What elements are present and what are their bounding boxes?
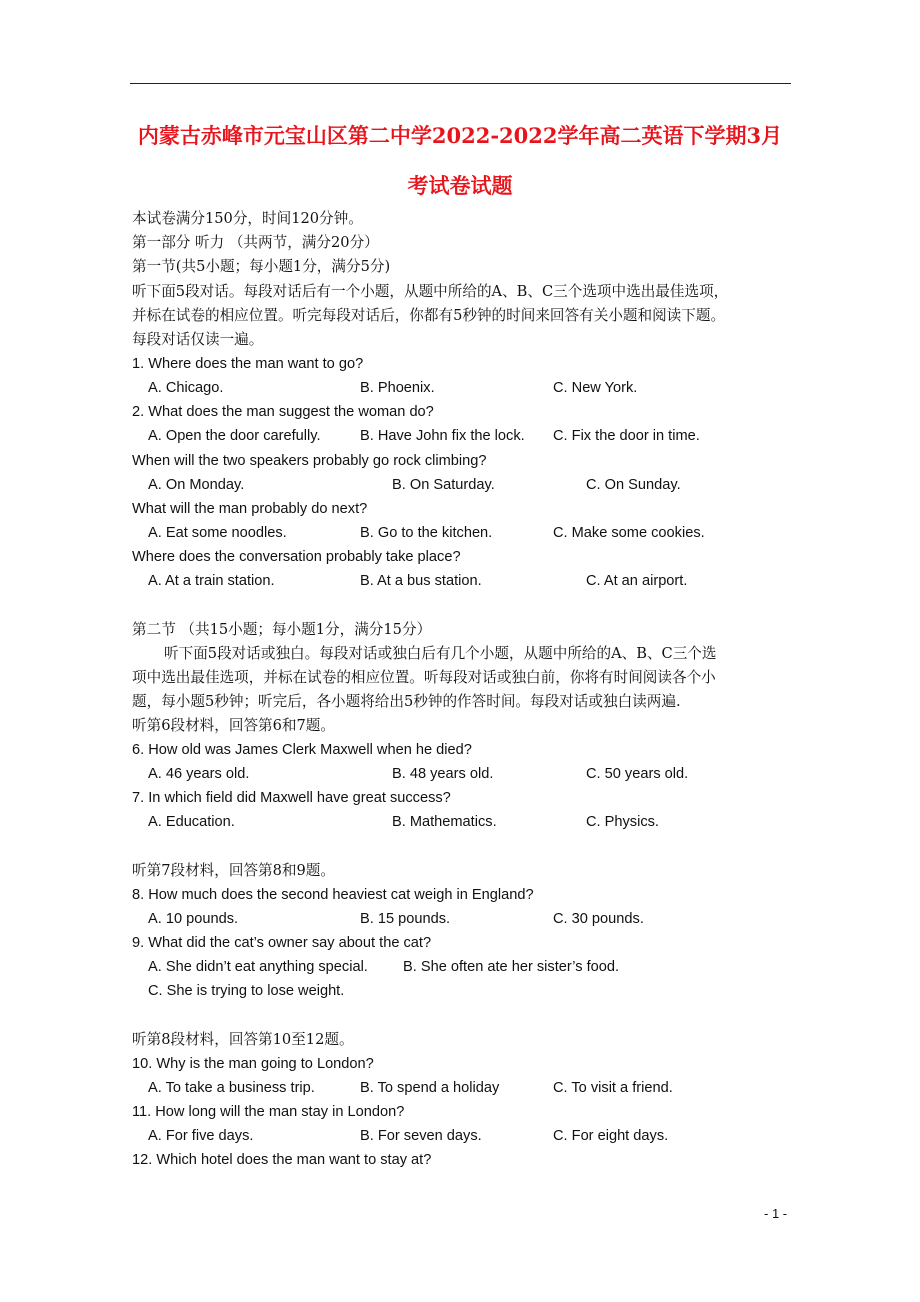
question-stem: 2. What does the man suggest the woman do? [132, 404, 434, 420]
option-b: B. Have John fix the lock. [360, 428, 525, 444]
option-c: C. For eight days. [553, 1128, 669, 1144]
section2-heading: 第二节 （共15小题；每小题1分，满分15分） [132, 621, 432, 638]
option-a: A. For five days. [148, 1128, 254, 1144]
option-a: A. Eat some noodles. [148, 525, 287, 541]
option-c: C. Physics. [586, 814, 659, 830]
question-stem: When will the two speakers probably go rock climbing? [132, 453, 487, 469]
title-line-1: 内蒙古赤峰市元宝山区第二中学2022-2022学年高二英语下学期3月 [137, 123, 783, 148]
option-b: B. Mathematics. [392, 814, 497, 830]
option-b: B. For seven days. [360, 1128, 482, 1144]
section1-instruction: 听下面5段对话。每段对话后有一个小题，从题中所给的A、B、C三个选项中选出最佳选项， [132, 283, 729, 300]
option-a: A. On Monday. [148, 477, 245, 493]
option-a: A. Education. [148, 814, 235, 830]
section2-instruction: 题，每小题5秒钟；听完后，各小题将给出5秒钟的作答时间。每段对话或独白读两遍. [132, 693, 681, 710]
question-stem: 11. How long will the man stay in London? [132, 1104, 405, 1120]
material-heading: 听第8段材料，回答第10至12题。 [132, 1031, 354, 1048]
question-stem: 8. How much does the second heaviest cat weigh in England? [132, 887, 534, 903]
section2-instruction: 听下面5段对话或独白。每段对话或独白后有几个小题，从题中所给的A、B、C三个选 [164, 645, 717, 662]
option-a: A. 46 years old. [148, 766, 250, 782]
option-c: C. At an airport. [586, 573, 688, 589]
question-stem: What will the man probably do next? [132, 501, 368, 517]
section1-heading: 第一节(共5小题；每小题1分，满分5分) [132, 258, 391, 275]
section1-instruction: 并标在试卷的相应位置。听完每段对话后，你都有5秒钟的时间来回答有关小题和阅读下题。 [132, 307, 726, 324]
part1-heading: 第一部分 听力 （共两节，满分20分） [132, 234, 379, 251]
page-number: - 1 - [764, 1206, 788, 1221]
option-c: C. Make some cookies. [553, 525, 705, 541]
question-stem: 10. Why is the man going to London? [132, 1056, 374, 1072]
option-b: B. At a bus station. [360, 573, 482, 589]
option-c: C. New York. [553, 380, 638, 396]
option-c: C. 30 pounds. [553, 911, 644, 927]
option-b: B. Phoenix. [360, 380, 435, 396]
option-b: B. 15 pounds. [360, 911, 451, 927]
intro-line: 本试卷满分150分，时间120分钟。 [132, 210, 363, 227]
question-stem: 12. Which hotel does the man want to stay at? [132, 1152, 432, 1168]
option-c: C. 50 years old. [586, 766, 689, 782]
option-a: A. She didn’t eat anything special. [148, 959, 368, 975]
option-a: A. Chicago. [148, 380, 224, 396]
header-rule [130, 83, 791, 84]
option-a: A. Open the door carefully. [148, 428, 321, 444]
question-stem: 7. In which field did Maxwell have great success? [132, 790, 451, 806]
option-b: B. On Saturday. [392, 477, 495, 493]
option-c: C. Fix the door in time. [553, 428, 700, 444]
option-b: B. Go to the kitchen. [360, 525, 493, 541]
option-c: C. On Sunday. [586, 477, 681, 493]
option-a: A. To take a business trip. [148, 1080, 315, 1096]
material-heading: 听第6段材料，回答第6和7题。 [132, 717, 335, 734]
question-stem: 9. What did the cat’s owner say about the cat? [132, 935, 432, 951]
option-b: B. She often ate her sister’s food. [403, 959, 620, 975]
option-b: B. To spend a holiday [360, 1080, 500, 1096]
question-stem: 6. How old was James Clerk Maxwell when he died? [132, 742, 472, 758]
option-a: A. At a train station. [148, 573, 275, 589]
section2-instruction: 项中选出最佳选项，并标在试卷的相应位置。听每段对话或独白前，你将有时间阅读各个小 [132, 669, 716, 686]
question-stem: Where does the conversation probably take place? [132, 549, 461, 565]
question-stem: 1. Where does the man want to go? [132, 356, 364, 372]
option-c: C. To visit a friend. [553, 1080, 673, 1096]
option-b: B. 48 years old. [392, 766, 494, 782]
title-line-2: 考试卷试题 [407, 173, 513, 198]
material-heading: 听第7段材料，回答第8和9题。 [132, 862, 335, 879]
section1-instruction: 每段对话仅读一遍。 [132, 331, 264, 348]
option-a: A. 10 pounds. [148, 911, 239, 927]
option-c: C. She is trying to lose weight. [148, 983, 345, 999]
